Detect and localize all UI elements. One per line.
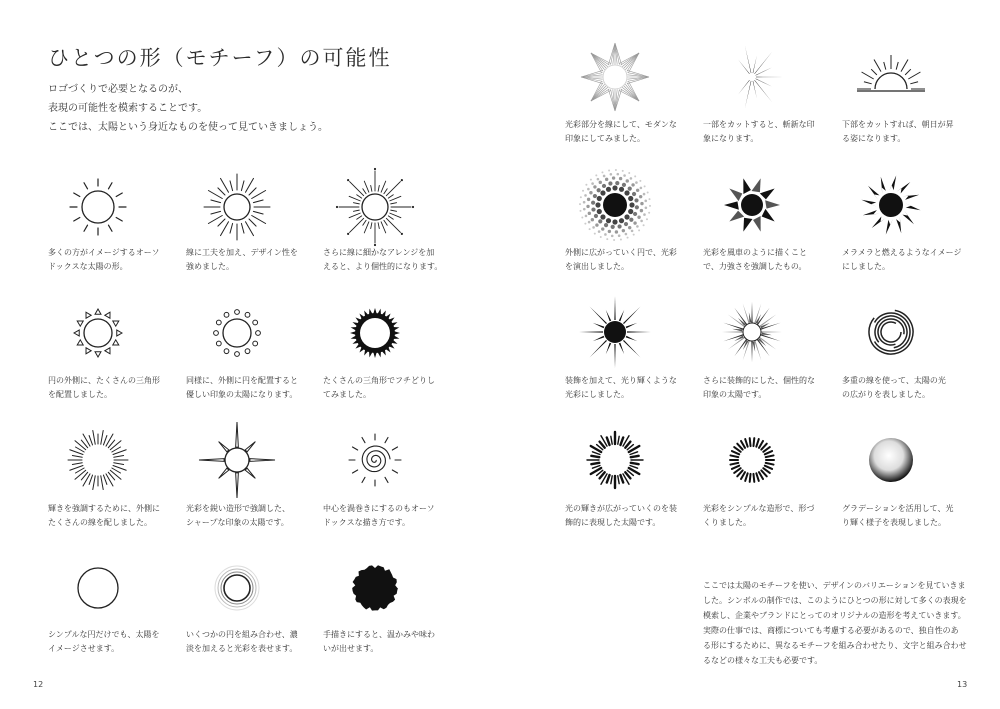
intro-line: ここでは、太陽という身近なものを使って見ていきましょう。 (48, 122, 328, 133)
sun-ornate-rays-icon (330, 162, 420, 252)
sun-handdrawn-icon (330, 543, 420, 633)
caption-line: 多重の線を使って、太陽の光 (842, 376, 946, 385)
caption-line: いが出せます。 (323, 644, 379, 653)
caption-line: たくさんの線を配しました。 (48, 518, 152, 527)
motif-caption (323, 374, 453, 402)
caption-line: 印象にしてみました。 (565, 134, 645, 143)
caption-line: 下部をカットすれば、朝日が昇 (842, 120, 954, 129)
caption-line: てみました。 (323, 390, 371, 399)
caption-line: 一部をカットすると、斬新な印 (703, 120, 815, 129)
motif-caption (565, 502, 695, 530)
caption-line: り輝く様子を表現しました。 (842, 518, 946, 527)
motif-caption (48, 628, 178, 656)
sun-sparkle-icon (570, 287, 660, 377)
motif-caption (842, 118, 972, 146)
motif-caption (186, 628, 316, 656)
caption-line: 装飾を加えて、光り輝くような (565, 376, 677, 385)
sun-simple-ring-icon (707, 415, 797, 505)
caption-line: を配置しました。 (48, 390, 112, 399)
caption-line: 光彩にしました。 (565, 390, 629, 399)
caption-line: 同様に、外側に円を配置すると (186, 376, 298, 385)
sun-ornamental-icon (707, 287, 797, 377)
body-line: 実際の仕事では、商標についても考慮する必要があるので、独自性のあ (703, 626, 959, 635)
caption-line: で、力強さを強調したもの。 (703, 262, 807, 271)
caption-line: えると、より個性的になります。 (323, 262, 443, 271)
sun-gradient-icon (846, 415, 936, 505)
caption-line: る姿になります。 (842, 134, 906, 143)
motif-caption (703, 502, 833, 530)
motif-caption (323, 502, 453, 530)
sun-dotted-halo-icon (570, 160, 660, 250)
caption-line: 優しい印象の太陽になります。 (186, 390, 298, 399)
caption-line: 淡を加えると光彩を表せます。 (186, 644, 298, 653)
motif-caption (323, 628, 453, 656)
caption-line: グラデーションを活用して、光 (842, 504, 954, 513)
intro-text (48, 80, 328, 137)
body-line: した。シンボルの制作では、このようにひとつの形に対して多くの表現を (703, 596, 967, 605)
caption-line: ドックスな太陽の形。 (48, 262, 128, 271)
caption-line: たくさんの三角形でフチどりし (323, 376, 435, 385)
sun-flame-icon (846, 160, 936, 250)
sun-spiral-icon (330, 415, 420, 505)
motif-caption (186, 246, 316, 274)
sun-cut-rays-icon (707, 32, 797, 122)
body-line: ここでは太陽のモチーフを使い、デザインのバリエーションを見ていきま (703, 581, 966, 590)
caption-line: くりました。 (703, 518, 751, 527)
motif-caption (703, 118, 833, 146)
page-number-left: 12 (33, 680, 44, 689)
caption-line: さらに線に細かなアレンジを加 (323, 248, 435, 257)
motif-caption (186, 502, 316, 530)
motif-caption (186, 374, 316, 402)
sun-sharp-star-icon (192, 415, 282, 505)
caption-line: を演出しました。 (565, 262, 629, 271)
sun-serrated-icon (330, 288, 420, 378)
sun-pinwheel-icon (707, 160, 797, 250)
motif-caption (703, 374, 833, 402)
caption-line: 多くの方がイメージするオーソ (48, 248, 160, 257)
caption-line: にしました。 (842, 262, 890, 271)
body-line: るなどの様々な工夫も必要です。 (703, 656, 823, 665)
body-line: る形にするために、異なるモチーフを組み合わせたり、文字と組み合わせ (703, 641, 967, 650)
motif-caption (323, 246, 453, 274)
caption-line: シャープな印象の太陽です。 (186, 518, 289, 527)
motif-caption (48, 374, 178, 402)
caption-line: 線に工夫を加え、デザイン性を (186, 248, 298, 257)
motif-caption (565, 118, 695, 146)
sun-multiline-icon (846, 287, 936, 377)
caption-line: いくつかの円を組み合わせ、濃 (186, 630, 298, 639)
caption-line: さらに装飾的にした、個性的な (703, 376, 815, 385)
page-title: ひとつの形（モチーフ）の可能性 (48, 46, 392, 70)
caption-line: の広がりを表しました。 (842, 390, 930, 399)
sun-classic-rays-icon (53, 162, 143, 252)
sun-circle-ring-icon (192, 288, 282, 378)
motif-caption (48, 246, 178, 274)
caption-line: 中心を渦巻きにするのもオーソ (323, 504, 435, 513)
sun-sunrise-icon (846, 32, 936, 122)
motif-caption (565, 246, 695, 274)
sun-line-star-icon (570, 32, 660, 122)
motif-caption (842, 374, 972, 402)
page-number-right: 13 (957, 680, 968, 689)
sun-triangle-ring-icon (53, 288, 143, 378)
caption-line: 光彩をシンプルな造形で、形づ (703, 504, 815, 513)
motif-caption (842, 502, 972, 530)
sun-layered-circles-icon (192, 543, 282, 633)
caption-line: 手描きにすると、温かみや味わ (323, 630, 435, 639)
motif-caption (48, 502, 178, 530)
caption-line: 光彩部分を線にして、モダンな (565, 120, 677, 129)
intro-line: ロゴづくりで必要となるのが、 (48, 84, 188, 95)
sun-long-rays-icon (192, 162, 282, 252)
caption-line: 光彩を鋭い造形で強調した、 (186, 504, 290, 513)
caption-line: 強めました。 (186, 262, 234, 271)
caption-line: 飾的に表現した太陽です。 (565, 518, 661, 527)
intro-line: 表現の可能性を模索することです。 (48, 103, 208, 114)
caption-line: 輝きを強調するために、外側に (48, 504, 160, 513)
caption-line: メラメラと燃えるようなイメージ (842, 248, 962, 257)
caption-line: 光彩を風車のように描くこと (703, 248, 807, 257)
caption-line: 円の外側に、たくさんの三角形 (48, 376, 160, 385)
motif-caption (842, 246, 972, 274)
caption-line: ドックスな描き方です。 (323, 518, 410, 527)
body-text (703, 578, 967, 668)
caption-line: 外側に広がっていく円で、光彩 (565, 248, 677, 257)
motif-caption (703, 246, 833, 274)
caption-line: イメージさせます。 (48, 644, 120, 653)
sun-simple-circle-icon (53, 543, 143, 633)
caption-line: 象になります。 (703, 134, 759, 143)
caption-line: シンプルな円だけでも、太陽を (48, 630, 160, 639)
body-line: 模索し、企業やブランドにとってのオリジナルの造形を考えていきます。 (703, 611, 966, 620)
sun-radiant-lines-icon (53, 415, 143, 505)
sun-dash-ring-icon (570, 415, 660, 505)
caption-line: 光の輝きが広がっていくのを装 (565, 504, 677, 513)
caption-line: 印象の太陽です。 (703, 390, 767, 399)
motif-caption (565, 374, 695, 402)
